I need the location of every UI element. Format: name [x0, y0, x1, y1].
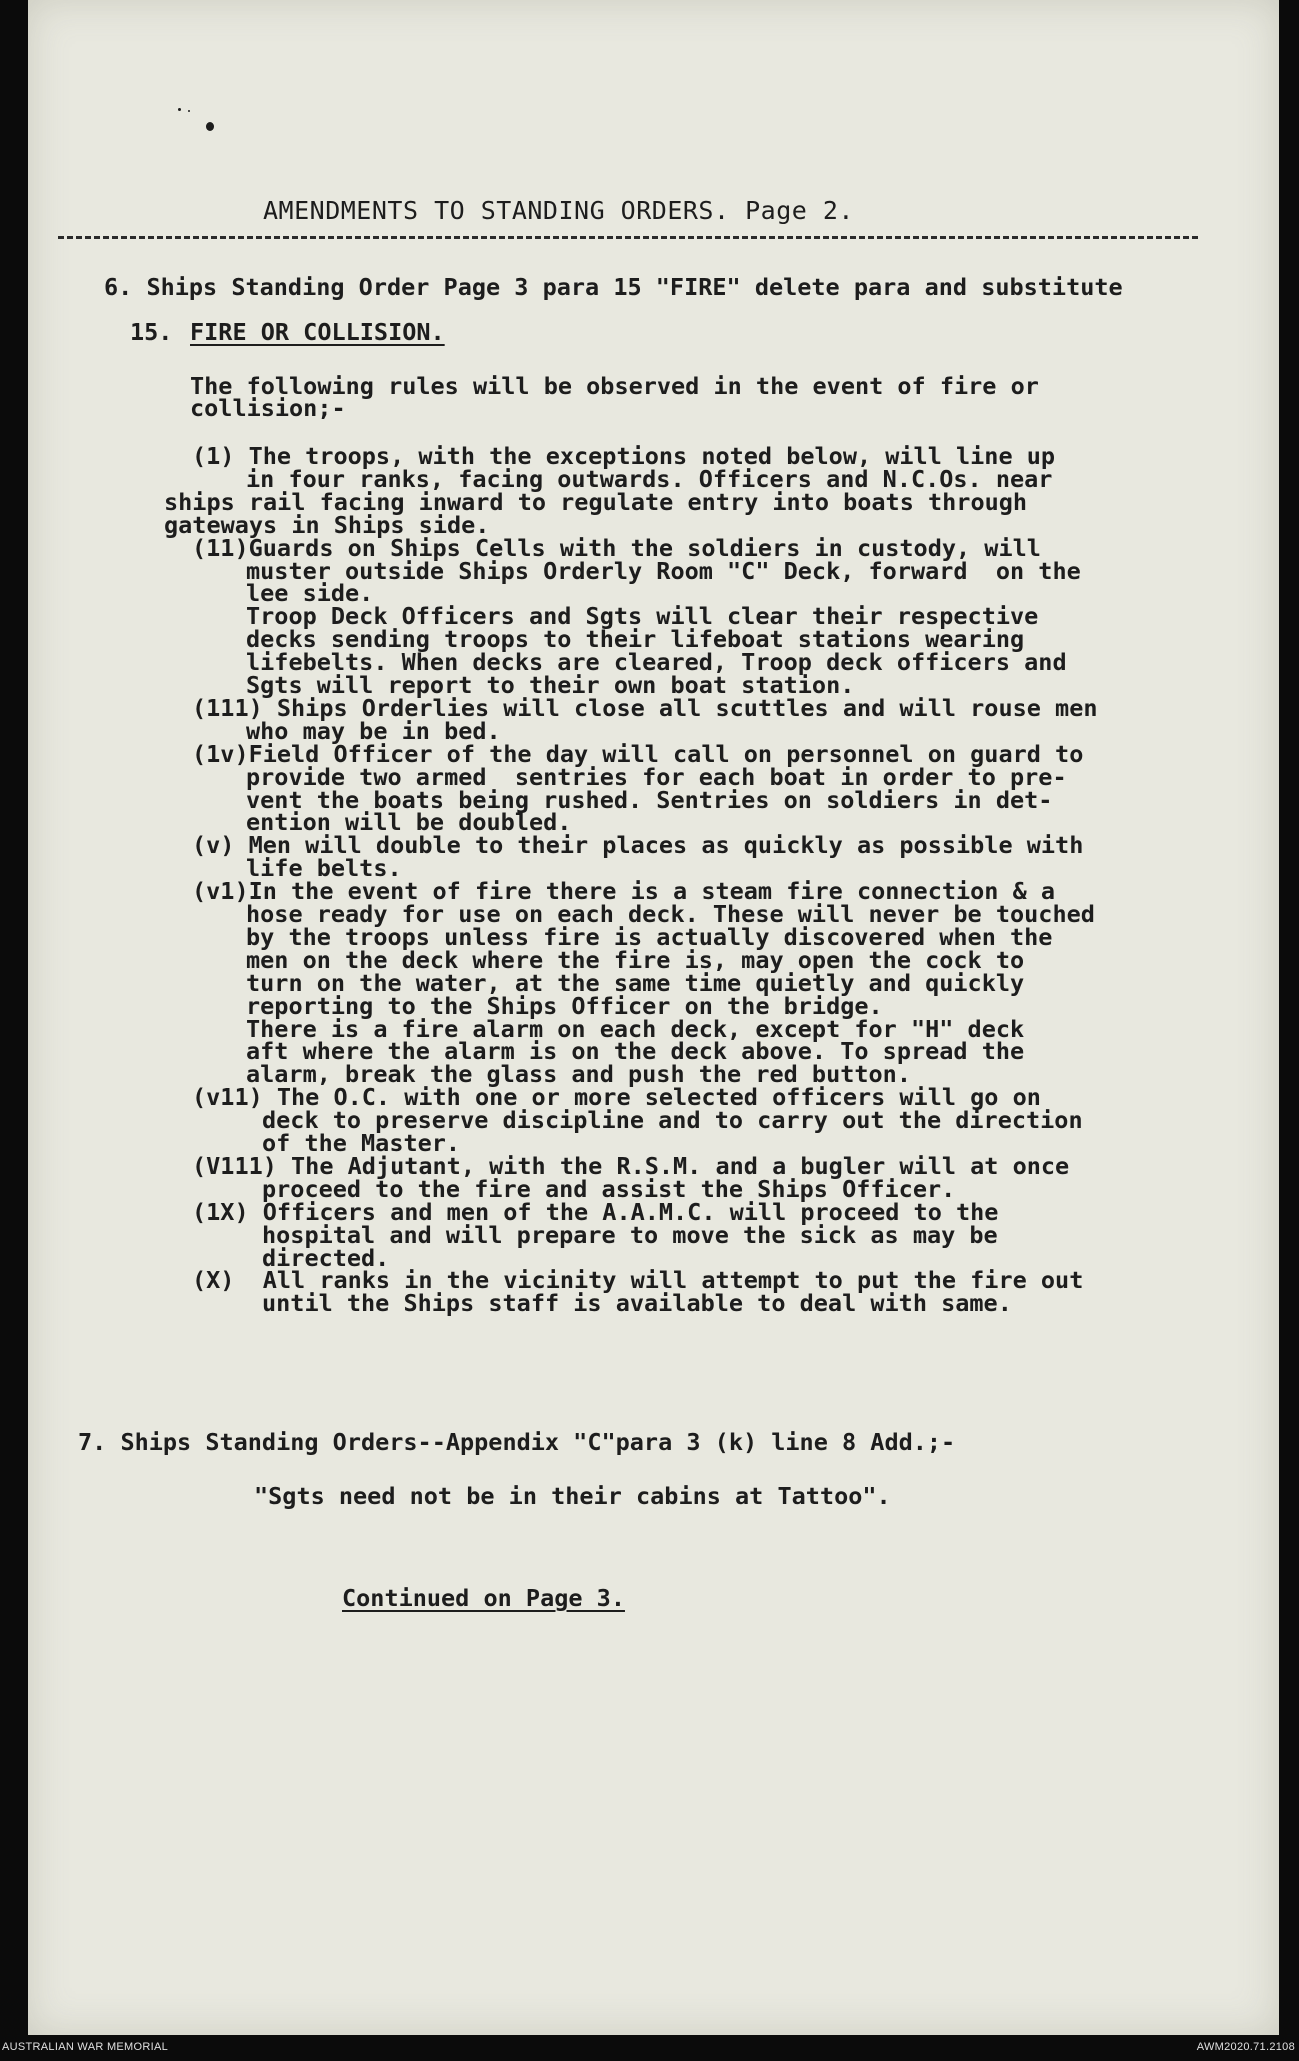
rule-line: (1) The troops, with the exceptions noted below, will line up	[192, 442, 1056, 470]
rule-line: life belts.	[246, 854, 402, 882]
rule-line: lee side.	[246, 579, 374, 607]
rule-line: who may be in bed.	[246, 717, 501, 745]
rule-line: alarm, break the glass and push the red button.	[246, 1060, 911, 1088]
rule-line: Sgts will report to their own boat station.	[246, 671, 855, 699]
item-7-quote: "Sgts need not be in their cabins at Tattoo".	[254, 1482, 891, 1510]
continued-note: Continued on Page 3.	[342, 1584, 625, 1612]
rule-line: aft where the alarm is on the deck above. To spread the	[246, 1037, 1025, 1065]
section-number: 15.	[130, 318, 173, 346]
rule-line: muster outside Ships Orderly Room "C" Deck, forward on the	[246, 557, 1081, 585]
section-heading: FIRE OR COLLISION.	[190, 318, 445, 346]
rule-line: (1X) Officers and men of the A.A.M.C. will proceed to the	[192, 1198, 999, 1226]
rule-line: deck to preserve discipline and to carry out the direction	[262, 1106, 1083, 1134]
rule-line: proceed to the fire and assist the Ships Officer.	[262, 1175, 956, 1203]
rule-line: (111) Ships Orderlies will close all scuttles and will rouse men	[192, 694, 1098, 722]
rule-line: until the Ships staff is available to deal with same.	[262, 1289, 1012, 1317]
page-heading: AMENDMENTS TO STANDING ORDERS. Page 2.	[263, 196, 854, 225]
ink-dot	[178, 108, 181, 111]
dashed-divider	[58, 236, 1198, 239]
rule-line: (X) All ranks in the vicinity will attempt to put the fire out	[192, 1266, 1084, 1294]
rule-line: (V111) The Adjutant, with the R.S.M. and a bugler will at once	[192, 1152, 1070, 1180]
rule-line: (v11) The O.C. with one or more selected officers will go on	[192, 1083, 1041, 1111]
item-6: 6. Ships Standing Order Page 3 para 15 "FIRE" delete para and substitute	[104, 273, 1123, 301]
rule-line: (1v)Field Officer of the day will call on personnel on guard to	[192, 740, 1084, 768]
rule-line: lifebelts. When decks are cleared, Troop deck officers and	[246, 648, 1067, 676]
rule-line: ships rail facing inward to regulate entry into boats through	[164, 488, 1028, 516]
rule-line: Troop Deck Officers and Sgts will clear their respective	[246, 602, 1039, 630]
item-7: 7. Ships Standing Orders--Appendix "C"para 3 (k) line 8 Add.;-	[78, 1428, 956, 1456]
rule-line: (11)Guards on Ships Cells with the soldiers in custody, will	[192, 534, 1041, 562]
ink-dot	[188, 110, 190, 112]
rule-line: hose ready for use on each deck. These will never be touched	[246, 900, 1095, 928]
rule-line: ention will be doubled.	[246, 808, 572, 836]
rule-line: reporting to the Ships Officer on the bridge.	[246, 992, 883, 1020]
rule-line: (v1)In the event of fire there is a steam fire connection & a	[192, 877, 1056, 905]
rule-line: directed.	[262, 1244, 390, 1272]
ink-dot	[206, 122, 214, 131]
rule-line: by the troops unless fire is actually discovered when the	[246, 923, 1053, 951]
rule-line: of the Master.	[262, 1129, 461, 1157]
rule-line: turn on the water, at the same time quietly and quickly	[246, 969, 1025, 997]
intro-line: collision;-	[190, 394, 346, 422]
document-page	[28, 0, 1279, 2035]
footer-credit: AUSTRALIAN WAR MEMORIAL	[2, 2041, 169, 2053]
rule-line: hospital and will prepare to move the sick as may be	[262, 1221, 998, 1249]
rule-line: decks sending troops to their lifeboat stations wearing	[246, 625, 1025, 653]
intro-line: The following rules will be observed in the event of fire or	[190, 372, 1039, 400]
rule-line: gateways in Ships side.	[164, 511, 490, 539]
rule-line: There is a fire alarm on each deck, except for "H" deck	[246, 1015, 1025, 1043]
rule-line: men on the deck where the fire is, may open the cock to	[246, 946, 1025, 974]
rule-line: provide two armed sentries for each boat in order to pre-	[246, 763, 1067, 791]
rule-line: vent the boats being rushed. Sentries on soldiers in det-	[246, 786, 1053, 814]
footer-id: AWM2020.71.2108	[1196, 2041, 1295, 2053]
rule-line: (v) Men will double to their places as quickly as possible with	[192, 831, 1084, 859]
rule-line: in four ranks, facing outwards. Officers and N.C.Os. near	[246, 465, 1053, 493]
